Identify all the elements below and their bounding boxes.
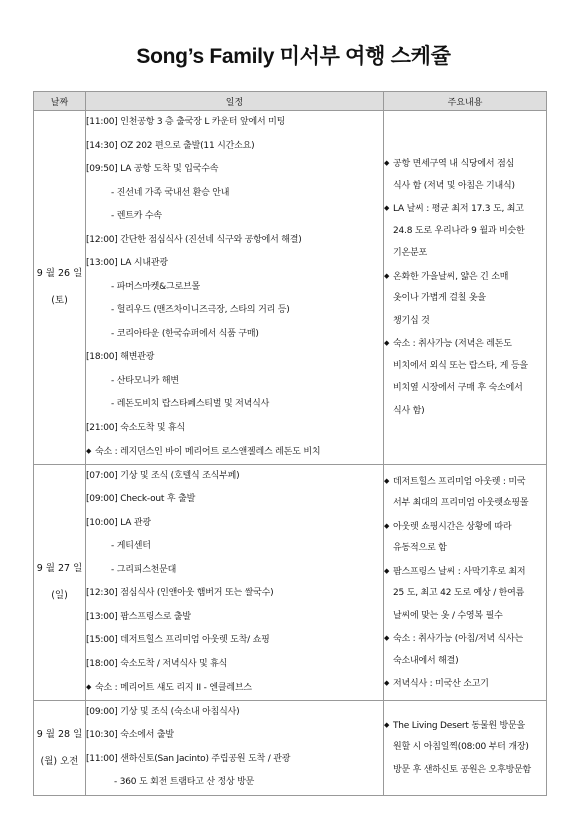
notes-cell (384, 464, 547, 700)
note-text: 숙소 : 취사가능 (저녁은 레돈도 (393, 339, 512, 350)
schedule-item: [21:00] 숙소도착 및 휴식 (86, 422, 185, 433)
note-continuation: 기온분포 (393, 248, 427, 259)
note-item (384, 265, 546, 288)
schedule-item: [15:00] 데저트힐스 프리미엄 아웃렛 도착/ 쇼핑 (86, 635, 270, 645)
bullet-icon: ◆ (384, 720, 390, 729)
table-header-row (34, 92, 547, 111)
schedule-item: [12:00] 간단한 점심식사 (진선네 식구와 공항에서 해결) (86, 234, 302, 245)
note-continuation: 유동적으로 함 (393, 543, 447, 553)
weekday-text: (일) (51, 590, 68, 601)
lodging-item (86, 440, 383, 464)
notes-cell (384, 111, 547, 465)
schedule-table (33, 91, 547, 796)
lodging-item (86, 676, 383, 700)
schedule-subitem: - 레돈도비치 랍스타페스티벌 및 저녁식사 (111, 399, 270, 409)
lodging-text: 숙소 : 메리어트 섀도 리지 II - 엔클레브스 (95, 683, 252, 693)
note-text: 팜스프링스 날씨 : 사막기후로 최저 (393, 566, 526, 577)
note-item (384, 332, 546, 355)
header-date: 날짜 (34, 92, 86, 111)
schedule-subitem: - 게티센터 (111, 541, 151, 551)
date-text: 9 월 26 일 (36, 268, 83, 280)
note-text: 공항 면세구역 내 식당에서 점심 (393, 159, 515, 170)
note-continuation: 비치에서 외식 또는 랍스타, 게 등을 (393, 360, 528, 371)
schedule-item: [07:00] 기상 및 조식 (호텔식 조식부페) (86, 470, 240, 481)
note-text: 저녁식사 : 미국산 소고기 (393, 679, 489, 689)
note-text: 데저트힐스 프리미엄 아웃렛 : 미국 (393, 476, 526, 487)
note-item (384, 197, 546, 220)
bullet-icon: ◆ (86, 683, 92, 691)
schedule-item: [13:00] 팜스프링스로 출발 (86, 611, 191, 622)
note-text: The Living Desert 동물원 방문을 (393, 720, 526, 731)
note-text: 숙소 : 취사가능 (아침/저녁 식사는 (393, 634, 524, 644)
schedule-cell (86, 464, 384, 700)
lodging-text: 숙소 : 레지던스인 바이 메리어트 로스앤젤레스 레돈도 비치 (95, 447, 321, 457)
weekday-text: (토) (51, 295, 68, 307)
schedule-cell (86, 111, 384, 465)
note-continuation: 숙소내에서 해결) (393, 655, 459, 666)
note-item (384, 560, 546, 583)
schedule-subitem: - 진선네 가족 국내선 환승 안내 (111, 187, 230, 198)
table-row-day2 (34, 464, 547, 700)
schedule-item: [09:00] Check-out 후 출발 (86, 494, 196, 504)
schedule-item: [13:00] LA 시내관광 (86, 258, 168, 268)
note-continuation: 옷이나 가볍게 걸칠 옷을 (393, 293, 486, 304)
bullet-icon: ◆ (384, 566, 390, 575)
bullet-icon: ◆ (384, 339, 390, 348)
table-row-day3 (34, 700, 547, 795)
note-item (384, 470, 546, 493)
note-item (384, 627, 546, 650)
note-text: LA 날씨 : 평균 최저 17.3 도, 최고 (393, 204, 524, 215)
note-continuation: 식사 함 (저녁 및 아침은 기내식) (393, 180, 515, 191)
bullet-icon: ◆ (384, 521, 390, 530)
note-text: 온화한 가을날씨, 얇은 긴 소매 (393, 271, 509, 282)
bullet-icon: ◆ (384, 204, 390, 213)
note-continuation: 원할 시 아침일찍(08:00 부터 개장) (393, 742, 529, 753)
date-text: 9 월 28 일 (36, 728, 83, 740)
note-continuation: 챙기십 것 (393, 315, 430, 326)
note-continuation: 서부 최대의 프리미엄 아웃렛쇼핑몰 (393, 498, 529, 508)
note-continuation: 25 도, 최고 42 도로 예상 / 한여름 (393, 588, 525, 598)
schedule-subitem: - 헐리우드 (맨즈차이니즈극장, 스타의 거리 등) (111, 305, 290, 315)
date-cell (34, 111, 86, 465)
schedule-item: [11:00] 인천공항 3 층 출국장 L 카운터 앞에서 미팅 (86, 117, 286, 127)
weekday-text: (월) 오전 (40, 755, 79, 767)
date-cell (34, 464, 86, 700)
note-continuation: 날씨에 맞는 옷 / 수영복 필수 (393, 610, 503, 621)
schedule-item: [09:00] 기상 및 조식 (숙소내 아침식사) (86, 706, 240, 717)
schedule-subitem: - 파머스마켓&그로브몰 (111, 281, 200, 292)
schedule-subitem: - 산타모니카 해변 (111, 375, 179, 386)
schedule-cell (86, 700, 384, 795)
schedule-item: [10:30] 숙소에서 출발 (86, 730, 174, 740)
schedule-item: [09:50] LA 공항 도착 및 입국수속 (86, 164, 219, 174)
notes-cell (384, 700, 547, 795)
bullet-icon: ◆ (86, 447, 92, 455)
schedule-item: [18:00] 해변관광 (86, 352, 155, 362)
date-text: 9 월 27 일 (36, 563, 83, 574)
note-item (384, 515, 546, 538)
schedule-subitem: - 코리아타운 (한국슈퍼에서 식품 구매) (111, 328, 259, 339)
bullet-icon: ◆ (384, 634, 390, 642)
table-row-day1 (34, 111, 547, 465)
schedule-item: [10:00] LA 관광 (86, 517, 151, 528)
note-text: 아웃렛 쇼핑시간은 상황에 따라 (393, 521, 512, 532)
note-continuation: 식사 함) (393, 405, 425, 416)
bullet-icon: ◆ (384, 159, 390, 168)
schedule-subitem: - 그리피스천문대 (111, 564, 177, 575)
header-plan: 일정 (86, 92, 384, 111)
schedule-item: [14:30] OZ 202 편으로 출발(11 시간소요) (86, 140, 255, 151)
header-notes: 주요내용 (384, 92, 547, 111)
note-continuation: 비치옆 시장에서 구매 후 숙소에서 (393, 383, 523, 394)
schedule-item: [18:00] 숙소도착 / 저녁식사 및 휴식 (86, 658, 228, 669)
note-continuation: 24.8 도로 우리나라 9 월과 비슷한 (393, 225, 525, 236)
note-item (384, 152, 546, 175)
page-title: Song’s Family 미서부 여행 스케쥴 (136, 45, 451, 68)
note-item (384, 672, 546, 695)
bullet-icon: ◆ (384, 271, 390, 280)
schedule-subitem: - 360 도 회전 트램타고 산 정상 방문 (114, 777, 255, 787)
bullet-icon: ◆ (384, 679, 390, 687)
schedule-subitem: - 렌트카 수속 (111, 211, 162, 221)
bullet-icon: ◆ (384, 476, 390, 485)
date-cell (34, 700, 86, 795)
note-item (384, 714, 546, 737)
schedule-item: [12:30] 점심식사 (인앤아웃 햄버거 또는 쌀국수) (86, 588, 274, 598)
schedule-item: [11:00] 샌하신토(San Jacinto) 주립공원 도착 / 관광 (86, 753, 291, 764)
note-continuation: 방문 후 샌하신토 공원은 오후방문함 (393, 764, 532, 775)
